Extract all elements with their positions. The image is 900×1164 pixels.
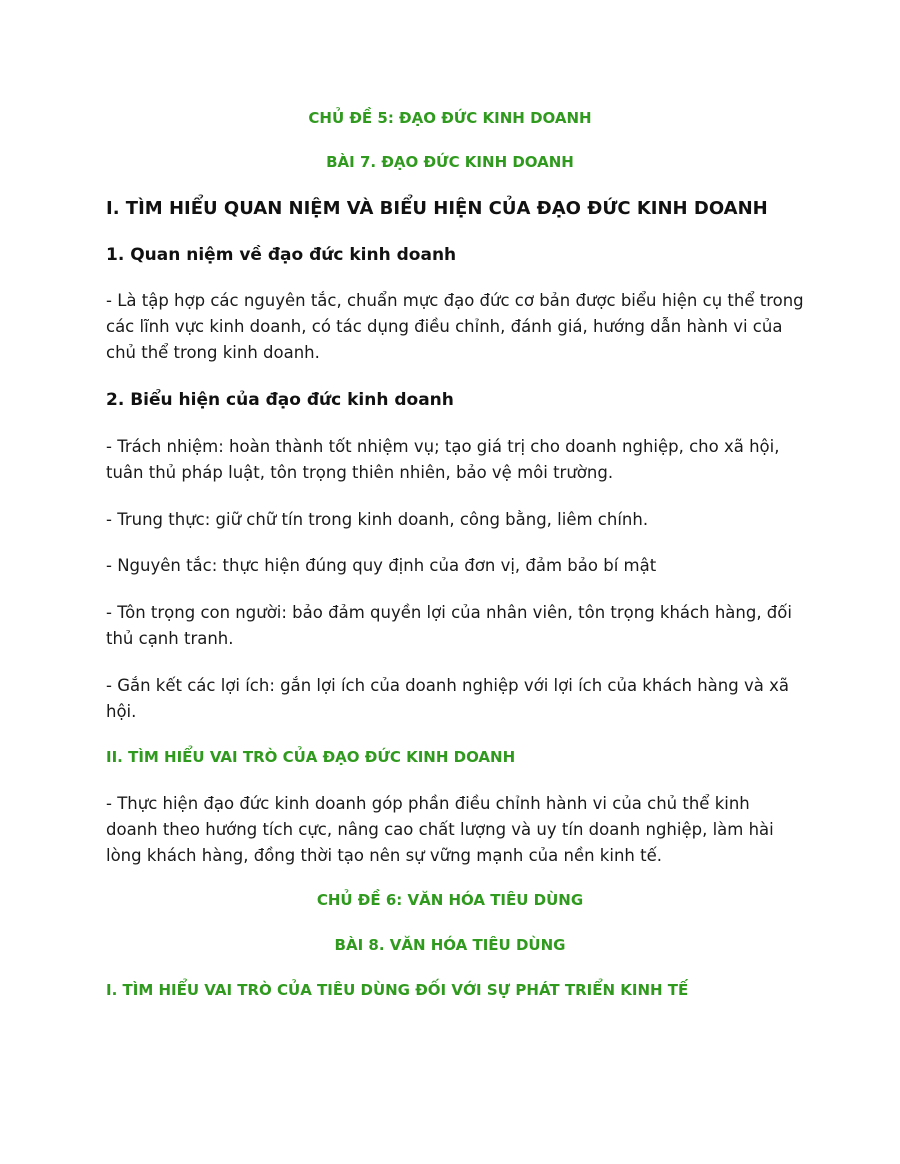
section-2-paragraph: - Thực hiện đạo đức kinh doanh góp phần điều chỉnh hành vi của chủ thể kinh doanh theo hướng tích cực, nâng cao chất lượng và uy tín doanh nghiệp, làm hài lòng khách hàng, đồng thời tạo nên sự vững mạnh của nền kinh tế. (106, 794, 774, 865)
respect-paragraph: - Tôn trọng con người: bảo đảm quyền lợi của nhân viên, tôn trọng khách hàng, đối thủ cạnh tranh. (106, 603, 792, 648)
responsibility-paragraph: - Trách nhiệm: hoàn thành tốt nhiệm vụ; tạo giá trị cho doanh nghiệp, cho xã hội, tuân thủ pháp luật, tôn trọng thiên nhiên, bảo vệ môi trường. (106, 437, 780, 482)
section-3-heading: I. TÌM HIỂU VAI TRÒ CỦA TIÊU DÙNG ĐỐI VỚI SỰ PHÁT TRIỂN KINH TẾ (106, 981, 689, 999)
subsection-1-paragraph: - Là tập hợp các nguyên tắc, chuẩn mực đạo đức cơ bản được biểu hiện cụ thể trong các lĩnh vực kinh doanh, có tác dụng điều chỉnh, đánh giá, hướng dẫn hành vi của chủ thể trong kinh doanh. (106, 291, 804, 362)
section-1-heading: I. TÌM HIỂU QUAN NIỆM VÀ BIỂU HIỆN CỦA ĐẠO ĐỨC KINH DOANH (106, 198, 768, 219)
interests-paragraph: - Gắn kết các lợi ích: gắn lợi ích của doanh nghiệp với lợi ích của khách hàng và xã hội. (106, 676, 789, 721)
lesson-7-title: BÀI 7. ĐẠO ĐỨC KINH DOANH (326, 153, 574, 171)
section-2-heading: II. TÌM HIỂU VAI TRÒ CỦA ĐẠO ĐỨC KINH DOANH (106, 748, 516, 766)
principle-paragraph: - Nguyên tắc: thực hiện đúng quy định của đơn vị, đảm bảo bí mật (106, 556, 657, 575)
subsection-1-heading: 1. Quan niệm về đạo đức kinh doanh (106, 245, 457, 265)
topic-6-title: CHỦ ĐỀ 6: VĂN HÓA TIÊU DÙNG (316, 891, 584, 909)
honesty-paragraph: - Trung thực: giữ chữ tín trong kinh doanh, công bằng, liêm chính. (106, 510, 649, 529)
lesson-8-title: BÀI 8. VĂN HÓA TIÊU DÙNG (334, 936, 566, 954)
topic-5-title: CHỦ ĐỀ 5: ĐẠO ĐỨC KINH DOANH (308, 109, 592, 127)
subsection-2-heading: 2. Biểu hiện của đạo đức kinh doanh (106, 390, 454, 410)
